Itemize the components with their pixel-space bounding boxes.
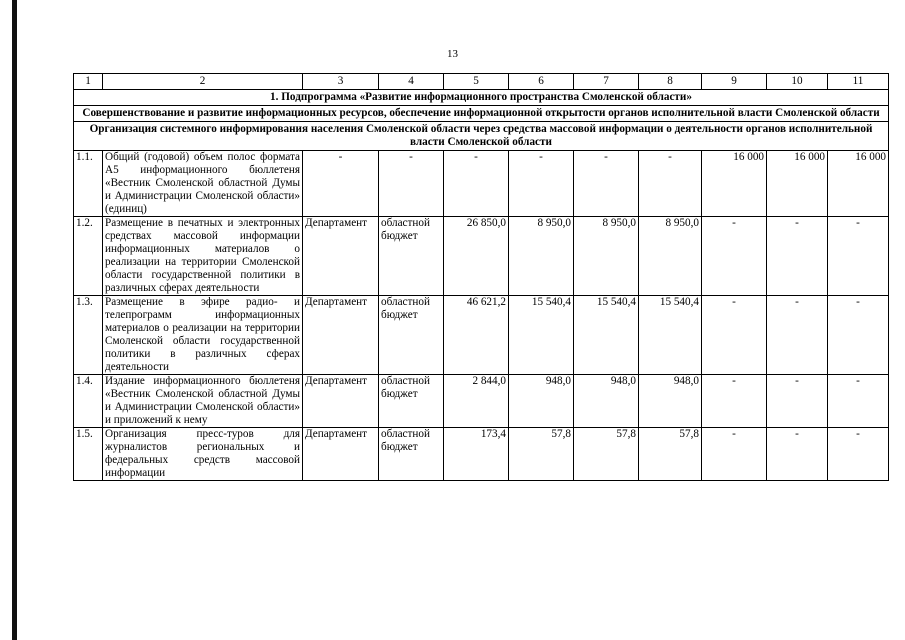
row-source: областной бюджет — [379, 375, 444, 428]
row-year2: 57,8 — [574, 428, 639, 481]
row-year3: 57,8 — [639, 428, 702, 481]
row-name: Размещение в печатных и электронных средствах массовой информации информационных материалов о реализации на территории Смоленской области государственной политики в различных сферах деятельности — [103, 217, 303, 296]
row-indicator1: - — [702, 296, 767, 375]
row-indicator1: - — [702, 217, 767, 296]
column-number: 7 — [574, 74, 639, 90]
subprogram-title-row — [74, 90, 889, 106]
column-number-row — [74, 74, 889, 90]
measure-title: Организация системного информирования населения Смоленской области через средства массовой информации о деятельности органов исполнительной власти Смоленской области — [74, 122, 889, 151]
row-total: 26 850,0 — [444, 217, 509, 296]
row-indicator2: - — [767, 375, 828, 428]
row-total: 173,4 — [444, 428, 509, 481]
row-executor: Департамент — [303, 217, 379, 296]
row-name: Организация пресс-туров для журналистов региональных и федеральных средств массовой информации — [103, 428, 303, 481]
row-year3: 948,0 — [639, 375, 702, 428]
column-number: 10 — [767, 74, 828, 90]
row-year2: 8 950,0 — [574, 217, 639, 296]
column-number: 8 — [639, 74, 702, 90]
row-total: - — [444, 151, 509, 217]
row-number: 1.1. — [74, 151, 103, 217]
row-total: 2 844,0 — [444, 375, 509, 428]
row-number: 1.3. — [74, 296, 103, 375]
row-indicator3: 16 000 — [828, 151, 889, 217]
row-name: Общий (годовой) объем полос формата А5 информационного бюллетеня «Вестник Смоленской областной Думы и Администрации Смоленской области» (единиц) — [103, 151, 303, 217]
column-number: 6 — [509, 74, 574, 90]
row-year1: - — [509, 151, 574, 217]
row-indicator3: - — [828, 217, 889, 296]
column-number: 9 — [702, 74, 767, 90]
row-executor: Департамент — [303, 296, 379, 375]
row-executor: - — [303, 151, 379, 217]
row-number: 1.2. — [74, 217, 103, 296]
column-number: 4 — [379, 74, 444, 90]
row-indicator2: - — [767, 296, 828, 375]
table-row — [74, 428, 889, 481]
row-source: областной бюджет — [379, 217, 444, 296]
row-executor: Департамент — [303, 428, 379, 481]
task-title-row — [74, 106, 889, 122]
row-name: Размещение в эфире радио- и телепрограмм информационных материалов о реализации на территории Смоленской области государственной политики в различных сферах деятельности — [103, 296, 303, 375]
row-source: областной бюджет — [379, 428, 444, 481]
row-indicator3: - — [828, 428, 889, 481]
row-number: 1.5. — [74, 428, 103, 481]
row-indicator1: 16 000 — [702, 151, 767, 217]
row-year1: 57,8 — [509, 428, 574, 481]
row-source: областной бюджет — [379, 296, 444, 375]
program-table — [73, 73, 889, 481]
table-row — [74, 296, 889, 375]
row-year2: - — [574, 151, 639, 217]
measure-title-row — [74, 122, 889, 151]
row-year1: 8 950,0 — [509, 217, 574, 296]
row-year1: 948,0 — [509, 375, 574, 428]
table-row — [74, 375, 889, 428]
row-indicator1: - — [702, 428, 767, 481]
row-name: Издание информационного бюллетеня «Вестник Смоленской областной Думы и Администрации Смоленской области» и приложений к нему — [103, 375, 303, 428]
row-indicator3: - — [828, 375, 889, 428]
row-year1: 15 540,4 — [509, 296, 574, 375]
row-executor: Департамент — [303, 375, 379, 428]
row-number: 1.4. — [74, 375, 103, 428]
row-total: 46 621,2 — [444, 296, 509, 375]
column-number: 11 — [828, 74, 889, 90]
column-number: 2 — [103, 74, 303, 90]
scan-edge-bar — [12, 0, 17, 640]
row-indicator2: - — [767, 217, 828, 296]
row-indicator3: - — [828, 296, 889, 375]
row-indicator1: - — [702, 375, 767, 428]
row-source: - — [379, 151, 444, 217]
table-row — [74, 151, 889, 217]
row-year2: 15 540,4 — [574, 296, 639, 375]
row-year2: 948,0 — [574, 375, 639, 428]
task-title: Совершенствование и развитие информационных ресурсов, обеспечение информационной открытости органов исполнительной власти Смоленской области — [74, 106, 889, 122]
row-year3: 8 950,0 — [639, 217, 702, 296]
row-year3: 15 540,4 — [639, 296, 702, 375]
column-number: 1 — [74, 74, 103, 90]
page-number: 13 — [447, 48, 458, 60]
column-number: 3 — [303, 74, 379, 90]
row-indicator2: 16 000 — [767, 151, 828, 217]
row-year3: - — [639, 151, 702, 217]
row-indicator2: - — [767, 428, 828, 481]
table-row — [74, 217, 889, 296]
column-number: 5 — [444, 74, 509, 90]
subprogram-title: 1. Подпрограмма «Развитие информационного пространства Смоленской области» — [74, 90, 889, 106]
